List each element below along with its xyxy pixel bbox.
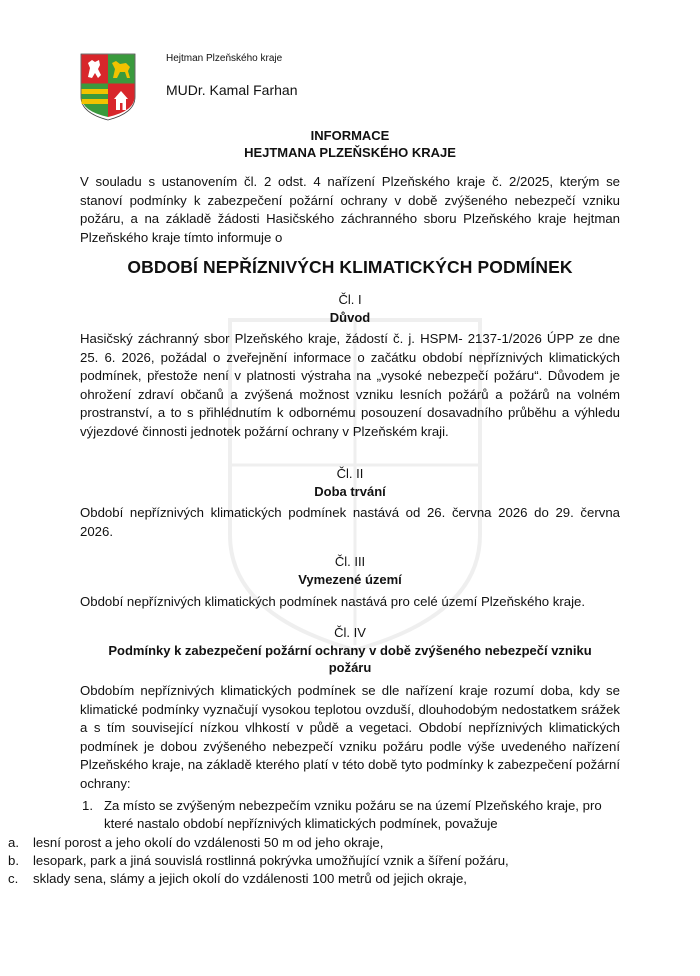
article-2-number: Čl. II [336,466,364,481]
article-1-title: Důvod [329,310,371,325]
list-subitem [8,871,548,889]
list-item-text: Za místo se zvýšeným nebezpečím vzniku požáru se na území Plzeňského kraje, pro které nastalo období nepříznivých klimatických podmínek, považuje [104,798,602,831]
article-1-number: Čl. I [338,292,362,307]
list-item-number: 1. [82,798,93,813]
article-3-title: Vymezené území [298,572,402,587]
coat-of-arms-icon [80,53,136,121]
subitem-letter: a. [8,835,19,850]
subitem-text: lesopark, park a jiná souvislá rostlinná pokrývka umožňující vznik a šíření požáru, [33,853,509,868]
article-2-title: Doba trvání [314,484,386,499]
subitem-text: sklady sena, slámy a jejich okolí do vzdálenosti 100 metrů od jejich okraje, [33,871,467,886]
article-4-text: Obdobím nepříznivých klimatických podmínek se dle nařízení kraje rozumí doba, kdy se klimatické podmínky vyznačují vysokou teplotou ovzduší, dlouhodobým nedostatkem srážek a s tím související nízkou vlhkostí v půdě a vegetaci. Období nepříznivých klimatických podmínek je dobou zvýšeného nebezpečí vzniku požáru podle výše uvedeného nařízení Plzeňského kraje, na základě kterého platí v této době tyto podmínky k zabezpečení požární ochrany: [80,683,620,791]
article-3-number: Čl. III [334,554,366,569]
list-subitem [8,853,548,871]
issuer-name: MUDr. Kamal Farhan [166,82,298,98]
subitem-text: lesní porost a jeho okolí do vzdálenosti 50 m od jeho okraje, [33,835,384,850]
article-3-text: Období nepříznivých klimatických podmínek nastává pro celé území Plzeňského kraje. [80,594,586,609]
document-title-line1: INFORMACE [310,128,390,143]
article-1-text: Hasičský záchranný sbor Plzeňského kraje, žádostí č. j. HSPM- 2137-1/2026 ÚPP ze dne 25. 6. 2026, požádal o zveřejnění informace o začátku období nepříznivých klimatických podmínek, přestože není v platnosti výstraha na „vysoké nebezpečí požáru“. Důvodem je ohrožení zdraví občanů a zvýšená možnost vzniku lesních požárů a požárů na volném prostranství, a to s přihlédnutím k odbornému posouzení dosavadního průběhu a výhledu výjezdové činnosti jednotek požární ochrany v Plzeňském kraji. [80,331,620,439]
issuer-caption: Hejtman Plzeňského kraje [166,53,283,64]
list-subitem [8,835,548,853]
article-2-text: Období nepříznivých klimatických podmínek nastává od 26. června 2026 do 29. června 2026. [80,505,620,539]
subitem-letter: c. [8,871,19,886]
conditions-list [80,797,625,837]
subitem-letter: b. [8,853,19,868]
main-heading: OBDOBÍ NEPŘÍZNIVÝCH KLIMATICKÝCH PODMÍNEK [127,257,573,277]
document-title-line2: HEJTMANA PLZEŇSKÉHO KRAJE [244,145,456,160]
article-4-number: Čl. IV [334,625,366,640]
intro-paragraph: V souladu s ustanovením čl. 2 odst. 4 nařízení Plzeňského kraje č. 2/2025, kterým se stanoví podmínky k zabezpečení požární ochrany v době zvýšeného nebezpečí vzniku požáru, a na základě žádosti Hasičského záchranného sboru Plzeňského kraje hejtman Plzeňského kraje tímto informuje o [80,174,620,245]
article-4-title-line1: Podmínky k zabezpečení požární ochrany v době zvýšeného nebezpečí vzniku [108,643,592,658]
article-4-title-line2: požáru [328,660,372,675]
